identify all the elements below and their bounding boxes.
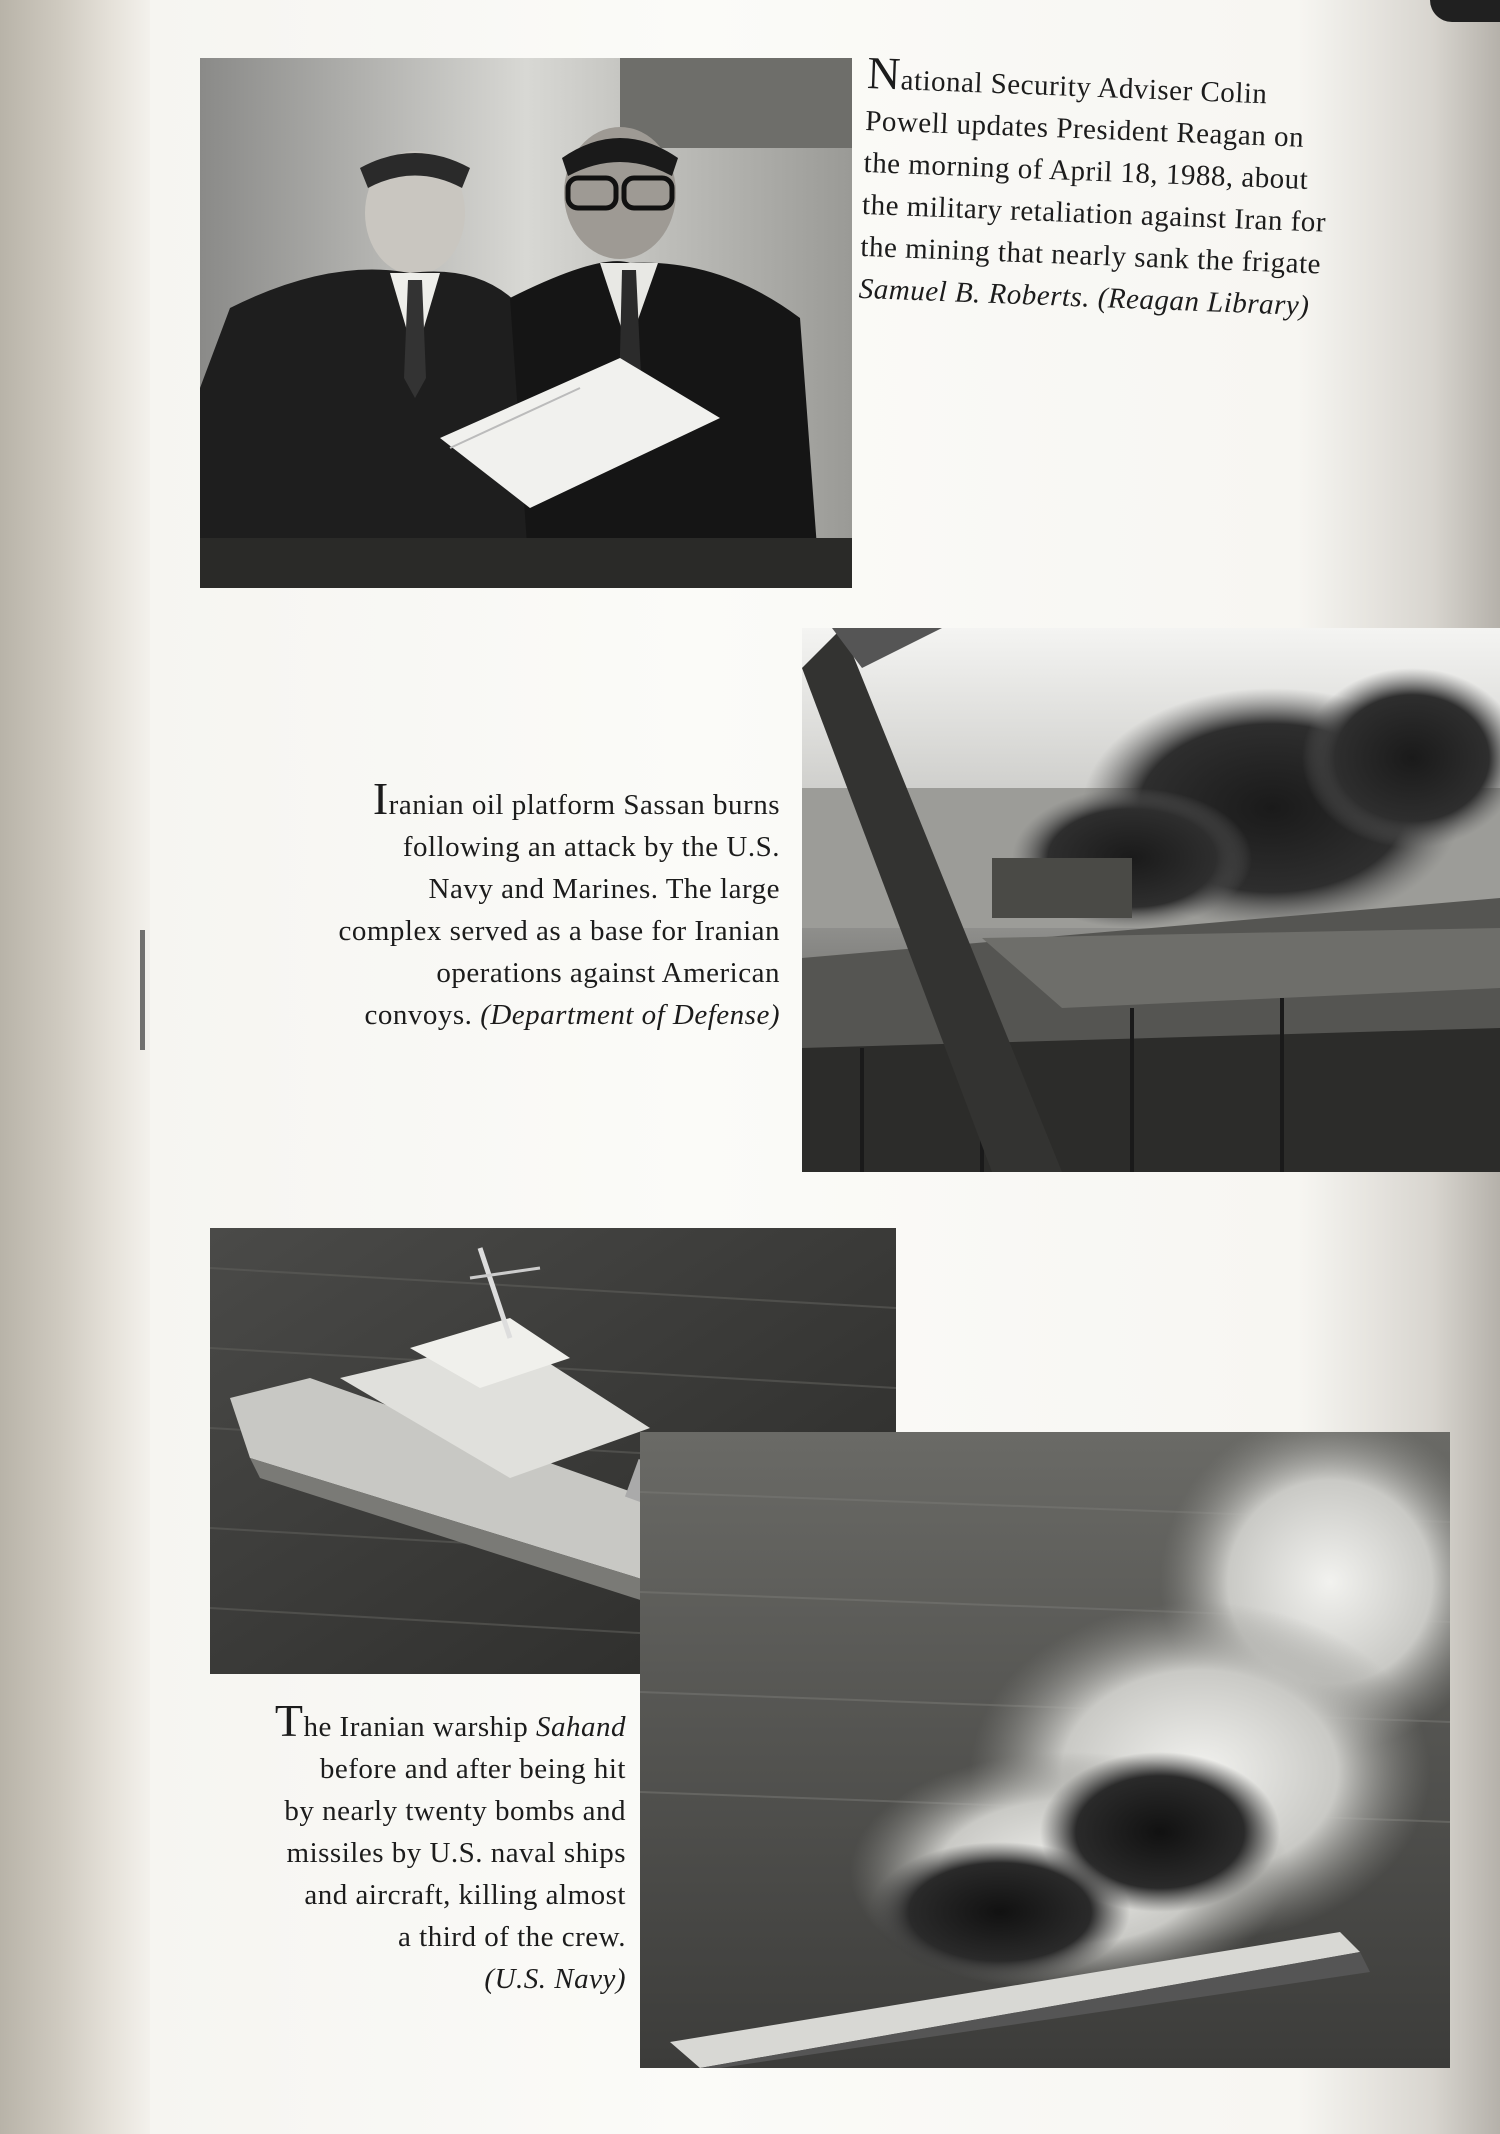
caption-text: he Iranian warship bbox=[303, 1711, 529, 1743]
sahand-caption-line: and aircraft, killing almost bbox=[304, 1879, 626, 1911]
powell-caption-line: Powell updates President Reagan on bbox=[864, 104, 1305, 154]
book-spine-shadow bbox=[0, 0, 150, 2134]
sahand-caption-line: (U.S. Navy) bbox=[484, 1963, 626, 1995]
photo-icon bbox=[640, 1432, 1450, 2068]
powell-caption-line: the mining that nearly sank the frigate bbox=[859, 230, 1322, 281]
sassan-caption-line: Navy and Marines. The large bbox=[428, 873, 780, 905]
caption-text: convoys. bbox=[364, 999, 473, 1031]
sassan-caption-line: following an attack by the U.S. bbox=[402, 831, 780, 863]
caption-text: ational Security Adviser Colin bbox=[900, 64, 1269, 111]
sassan-caption-line bbox=[300, 994, 780, 1036]
reagan-powell-photo bbox=[200, 58, 852, 588]
drop-initial: N bbox=[866, 47, 902, 100]
sassan-caption-line: complex served as a base for Iranian bbox=[338, 915, 780, 947]
sahand-caption-line: a third of the crew. bbox=[398, 1921, 626, 1953]
page-corner-shadow bbox=[1430, 0, 1500, 22]
sassan-caption-line: operations against American bbox=[436, 957, 780, 989]
powell-caption-line: the military retaliation against Iran for bbox=[861, 188, 1327, 239]
photo-icon bbox=[200, 58, 852, 588]
sassan-caption bbox=[300, 773, 780, 1036]
sahand-caption bbox=[230, 1695, 626, 2000]
photo-credit: (Department of Defense) bbox=[480, 999, 780, 1031]
sahand-after-photo bbox=[640, 1432, 1450, 2068]
sahand-caption-line: before and after being hit bbox=[319, 1753, 626, 1785]
sahand-caption-line: by nearly twenty bombs and bbox=[284, 1795, 626, 1827]
sassan-platform-photo bbox=[802, 628, 1500, 1172]
sassan-caption-line bbox=[300, 773, 780, 826]
gutter-mark bbox=[140, 930, 145, 1050]
caption-text: ranian oil platform Sassan burns bbox=[388, 789, 780, 821]
sahand-caption-line bbox=[230, 1695, 626, 1748]
drop-initial: T bbox=[274, 1695, 304, 1746]
photo-credit: (Reagan Library) bbox=[1097, 282, 1311, 323]
ship-name: Samuel B. Roberts. bbox=[858, 272, 1091, 314]
ship-name: Sahand bbox=[536, 1711, 626, 1743]
sahand-caption-line: missiles by U.S. naval ships bbox=[286, 1837, 626, 1869]
powell-caption bbox=[858, 47, 1388, 330]
drop-initial: I bbox=[372, 773, 389, 824]
powell-caption-line: the morning of April 18, 1988, about bbox=[863, 146, 1309, 196]
photo-icon bbox=[802, 628, 1500, 1172]
